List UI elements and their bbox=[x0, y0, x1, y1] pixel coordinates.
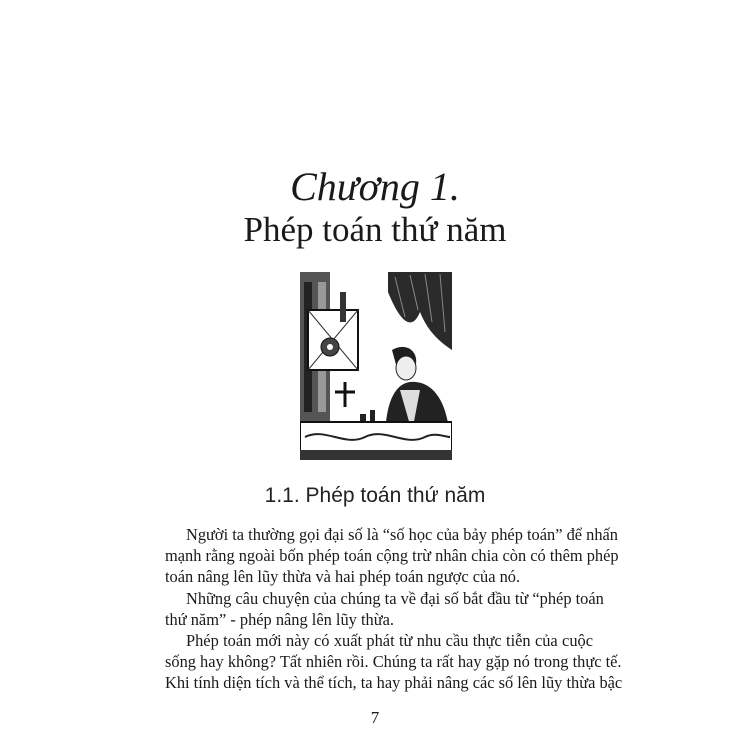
text-line: Khi tính diện tích và thể tích, ta hay phải nâng các số lên lũy thừa bậc bbox=[165, 673, 623, 693]
paragraph bbox=[165, 524, 619, 588]
text-line: sống hay không? Tất nhiên rồi. Chúng ta rất hay gặp nó trong thực tế. bbox=[165, 652, 622, 672]
chapter-title: Phép toán thứ năm bbox=[243, 210, 507, 249]
text-line: Người ta thường gọi đại số là “số học của bảy phép toán” để nhấn bbox=[186, 525, 619, 544]
text-line: thứ năm” - phép nâng lên lũy thừa. bbox=[165, 609, 394, 629]
text-line: mạnh rằng ngoài bốn phép toán cộng trừ nhân chia còn có thêm phép bbox=[165, 546, 619, 566]
body-text bbox=[165, 524, 623, 694]
text-line: toán nâng lên lũy thừa và hai phép toán ngược của nó. bbox=[165, 567, 521, 587]
paragraph bbox=[165, 630, 623, 694]
page-number: 7 bbox=[370, 708, 380, 727]
chapter-illustration bbox=[300, 272, 452, 460]
chapter-number: Chương 1. bbox=[290, 164, 460, 209]
section-heading: 1.1. Phép toán thứ năm bbox=[264, 484, 486, 507]
text-line: Những câu chuyện của chúng ta về đại số bắt đầu từ “phép toán bbox=[186, 588, 604, 608]
text-line: Phép toán mới này có xuất phát từ nhu cầu thực tiễn của cuộc bbox=[186, 631, 593, 651]
paragraph bbox=[165, 588, 604, 630]
